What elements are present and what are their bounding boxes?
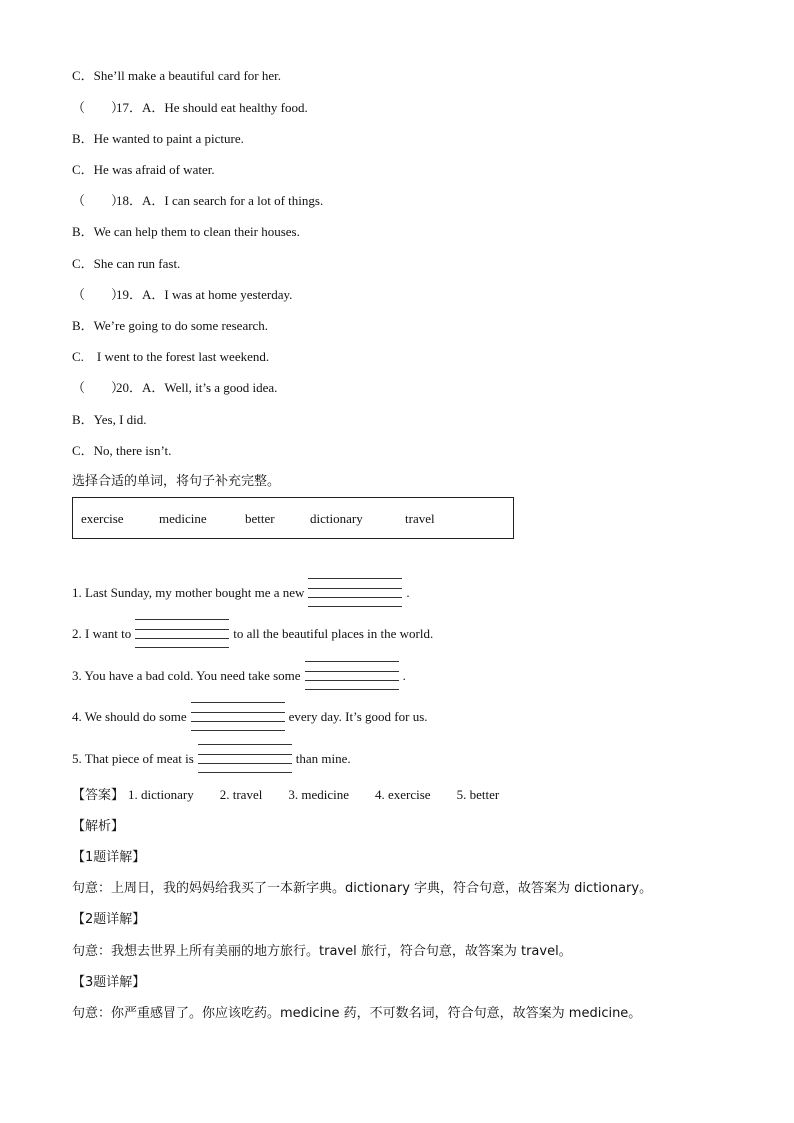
fill-sentence-1	[72, 584, 410, 603]
fill-sentence-2	[72, 625, 433, 644]
answer-paren[interactable]: （ ）	[72, 194, 125, 209]
question-19	[72, 286, 292, 305]
answer-blank[interactable]	[305, 668, 399, 686]
answer-item: 1. dictionary	[128, 787, 194, 802]
fill-sentence-4	[72, 708, 428, 727]
sentence-text: 3. You have a bad cold. You need take some	[72, 668, 301, 683]
section-title: 选择合适的单词，将句子补充完整。	[72, 474, 281, 489]
answer-paren[interactable]: （ ）	[72, 101, 125, 116]
sentence-text: than mine.	[295, 751, 351, 766]
question-18-text: 18．A．I can search for a lot of things.	[116, 193, 324, 208]
answer-item: 4. exercise	[374, 787, 431, 802]
answer-item: 3. medicine	[288, 787, 349, 802]
answer-item: 2. travel	[219, 787, 263, 802]
sentence-text: .	[402, 668, 406, 683]
sentence-text: 1. Last Sunday, my mother bought me a new	[72, 585, 305, 600]
analysis-title: 【解析】	[72, 819, 125, 834]
answer-blank[interactable]	[198, 751, 292, 769]
option-19c: C. I went to the forest last weekend.	[72, 349, 270, 364]
answer-paren[interactable]: （ ）	[72, 288, 125, 303]
question-18	[72, 192, 323, 211]
fill-sentence-3	[72, 667, 406, 686]
word-bank-item: better	[245, 511, 275, 526]
question-19-text: 19．A．I was at home yesterday.	[116, 287, 293, 302]
option-18c: C．She can run fast.	[72, 256, 181, 271]
question-20	[72, 379, 277, 398]
detail-3-text: 句意：你严重感冒了。你应该吃药。medicine 药，不可数名词，符合句意，故答案为 medicine。	[72, 1006, 642, 1021]
option-16c: C．She’ll make a beautiful card for her.	[72, 68, 282, 83]
answer-blank[interactable]	[308, 585, 402, 603]
sentence-text: .	[406, 585, 410, 600]
answer-blank[interactable]	[191, 709, 285, 727]
detail-1-title: 【1题详解】	[72, 850, 146, 865]
option-17c: C．He was afraid of water.	[72, 162, 215, 177]
answer-line	[72, 786, 525, 805]
sentence-text: every day. It’s good for us.	[288, 709, 428, 724]
answer-item: 5. better	[456, 787, 500, 802]
sentence-text: 2. I want to	[72, 626, 132, 641]
option-19b: B．We’re going to do some research.	[72, 318, 269, 333]
detail-2-text: 句意：我想去世界上所有美丽的地方旅行。travel 旅行，符合句意，故答案为 travel。	[72, 944, 572, 959]
detail-3-title: 【3题详解】	[72, 975, 146, 990]
sentence-text: to all the beautiful places in the world.	[233, 626, 434, 641]
word-bank-item: dictionary	[310, 511, 363, 526]
answer-blank[interactable]	[135, 626, 229, 644]
answer-tag: 【答案】	[72, 788, 125, 803]
option-20b: B．Yes, I did.	[72, 412, 147, 427]
question-17-text: 17．A．He should eat healthy food.	[116, 100, 308, 115]
option-17b: B．He wanted to paint a picture.	[72, 131, 244, 146]
word-bank	[72, 497, 514, 539]
answer-paren[interactable]: （ ）	[72, 381, 125, 396]
option-20c: C．No, there isn’t.	[72, 443, 172, 458]
detail-1-text: 句意：上周日，我的妈妈给我买了一本新字典。dictionary 字典，符合句意，故答案为 dictionary。	[72, 881, 653, 896]
fill-sentence-5	[72, 750, 351, 769]
detail-2-title: 【2题详解】	[72, 912, 146, 927]
option-18b: B．We can help them to clean their houses.	[72, 224, 300, 239]
sentence-text: 5. That piece of meat is	[72, 751, 194, 766]
sentence-text: 4. We should do some	[72, 709, 187, 724]
word-bank-item: exercise	[81, 511, 124, 526]
word-bank-item: travel	[405, 511, 435, 526]
question-17	[72, 99, 308, 118]
question-20-text: 20．A．Well, it’s a good idea.	[116, 380, 278, 395]
word-bank-item: medicine	[159, 511, 207, 526]
